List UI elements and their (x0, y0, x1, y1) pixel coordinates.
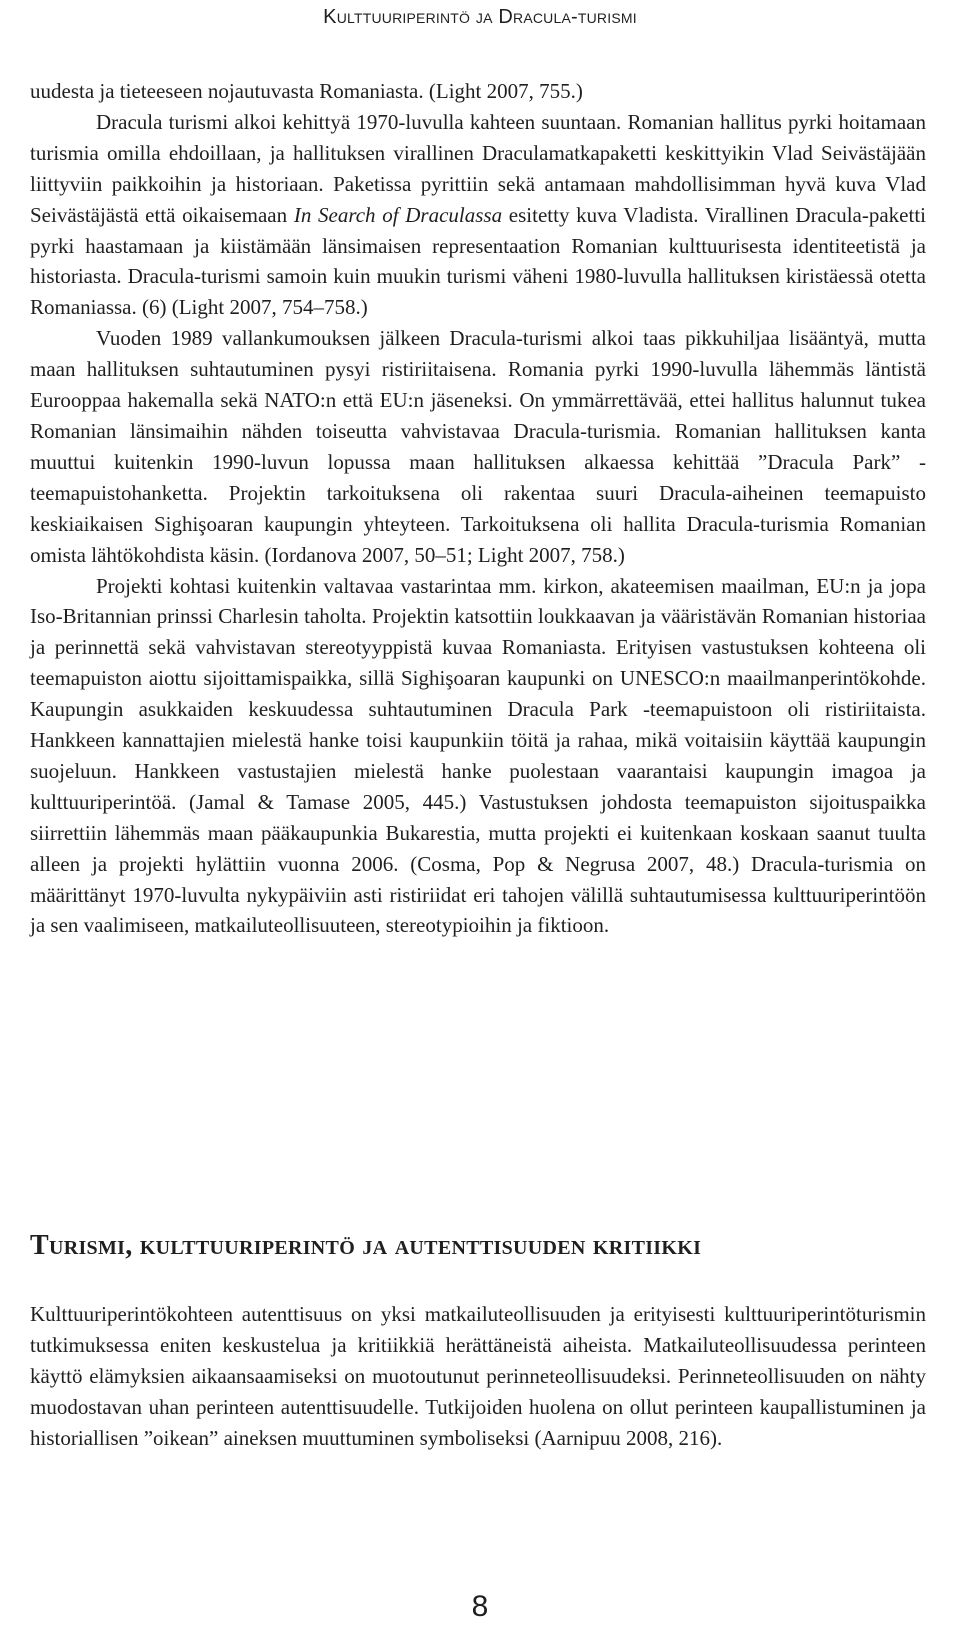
running-header: Kulttuuriperintö ja Dracula-turismi (323, 6, 637, 28)
paragraph-3: Vuoden 1989 vallankumouksen jälkeen Dracula-turismi alkoi taas pikkuhiljaa lisääntyä, mutta maan hallituksen suhtautuminen pysyi ristiriitaisena. Romania pyrki 1990-luvulla lähemmäs läntistä Eurooppaa hakemalla sekä NATO:n että EU:n jäseneksi. On ymmärrettävää, ettei hallitus halunnut tukea Romanian länsimaihin nähden toiseutta vahvistavaa Dracula-turismia. Romanian hallituksen kanta muuttui kuitenkin 1990-luvun lopussa maan hallituksen alkaessa kehittää ”Dracula Park” -teemapuistohanketta. Projektin tarkoituksena oli rakentaa suuri Dracula-aiheinen teemapuisto keskiaikaisen Sighişoaran kaupungin yhteyteen. Tarkoituksena oli hallita Dracula-turismia Romanian omista lähtökohdista käsin. (Iordanova 2007, 50–51; Light 2007, 758.) (30, 326, 926, 567)
book-title-italic: In Search of Draculassa (293, 202, 503, 227)
page-number: 8 (471, 1590, 489, 1623)
paragraph-2-text-start: Dracula turismi alkoi kehittyä 1970-luvulla kahteen suuntaan. Romanian hallitus pyrki hoitamaan turismia omilla ehdoillaan, ja hallituksen virallinen Draculamatkapaketti keskittyikin Vlad Seivästäjään liittyviin paikkoihin ja historiaan. Paketissa pyrittiin sekä antamaan mahdollisimman hyvä kuva Vlad Seivästäjästä että oikaisemaan (30, 109, 926, 227)
paragraph-2-text-end: esitetty kuva Vladista. Virallinen Dracula-paketti pyrki haastamaan ja kiistämään länsimaisen representaation Romanian kulttuurisesta identiteetistä ja historiasta. Dracula-turismi samoin kuin muukin turismi väheni 1980-luvulla hallituksen kiristäessä otetta Romaniassa. (6) (Light 2007, 754–758.) (30, 202, 926, 320)
paragraph-2 (30, 107, 926, 323)
section-paragraph-1: Kulttuuriperintökohteen autenttisuus on yksi matkailuteollisuuden ja erityisesti kulttuuriperintöturismin tutkimuksessa eniten keskustelua ja kritiikkiä herättäneistä aiheista. Matkailuteollisuudessa perinteen käyttö elämyksien aikaansaamiseksi on muotoutunut perinneteollisuudeksi. Perinneteollisuuden on nähty muodostavan uhan perinteen autenttisuudelle. Tutkijoiden huolena on ollut perinteen kaupallistuminen ja historiallisen ”oikean” aineksen muuttuminen symboliseksi (Aarnipuu 2008, 216). (30, 1302, 926, 1450)
section-heading: Turismi, kulttuuriperintö ja autenttisuuden kritiikki (30, 1230, 702, 1261)
body-text (30, 76, 926, 941)
paragraph-1: uudesta ja tieteeseen nojautuvasta Romaniasta. (Light 2007, 755.) (30, 79, 583, 103)
paragraph-4: Projekti kohtasi kuitenkin valtavaa vastarintaa mm. kirkon, akateemisen maailman, EU:n ja jopa Iso-Britannian prinssi Charlesin taholta. Projektin katsottiin loukkaavan ja vääristävän Romanian historiaa ja perinnettä sekä vahvistavan stereotyyppistä kuvaa Romaniasta. Erityisen vastustuksen kohteena oli teemapuiston aiottu sijoittamispaikka, sillä Sighişoaran kaupunki on UNESCO:n maailmanperintökohde. Kaupungin asukkaiden keskuudessa suhtautuminen Dracula Park -teemapuistoon oli ristiriitaista. Hankkeen kannattajien mielestä hanke toisi kaupunkiin töitä ja rahaa, mikä voitaisiin käyttää kaupungin suojeluun. Hankkeen vastustajien mielestä hanke puolestaan vaarantaisi kaupungin imagoa ja kulttuuriperintöä. (Jamal & Tamase 2005, 445.) Vastustuksen johdosta teemapuiston sijoituspaikka siirrettiin lähemmäs maan pääkaupunkia Bukarestia, mutta projekti ei kuitenkaan koskaan saanut tuulta alleen ja projekti hylättiin vuonna 2006. (Cosma, Pop & Negrusa 2007, 48.) Dracula-turismia on määrittänyt 1970-luvulta nykypäiviin asti ristiriidat eri tahojen välillä suhtautumisessa kulttuuriperintöön ja sen vaalimiseen, matkailuteollisuuteen, stereotypioihin ja fiktioon. (30, 573, 926, 938)
